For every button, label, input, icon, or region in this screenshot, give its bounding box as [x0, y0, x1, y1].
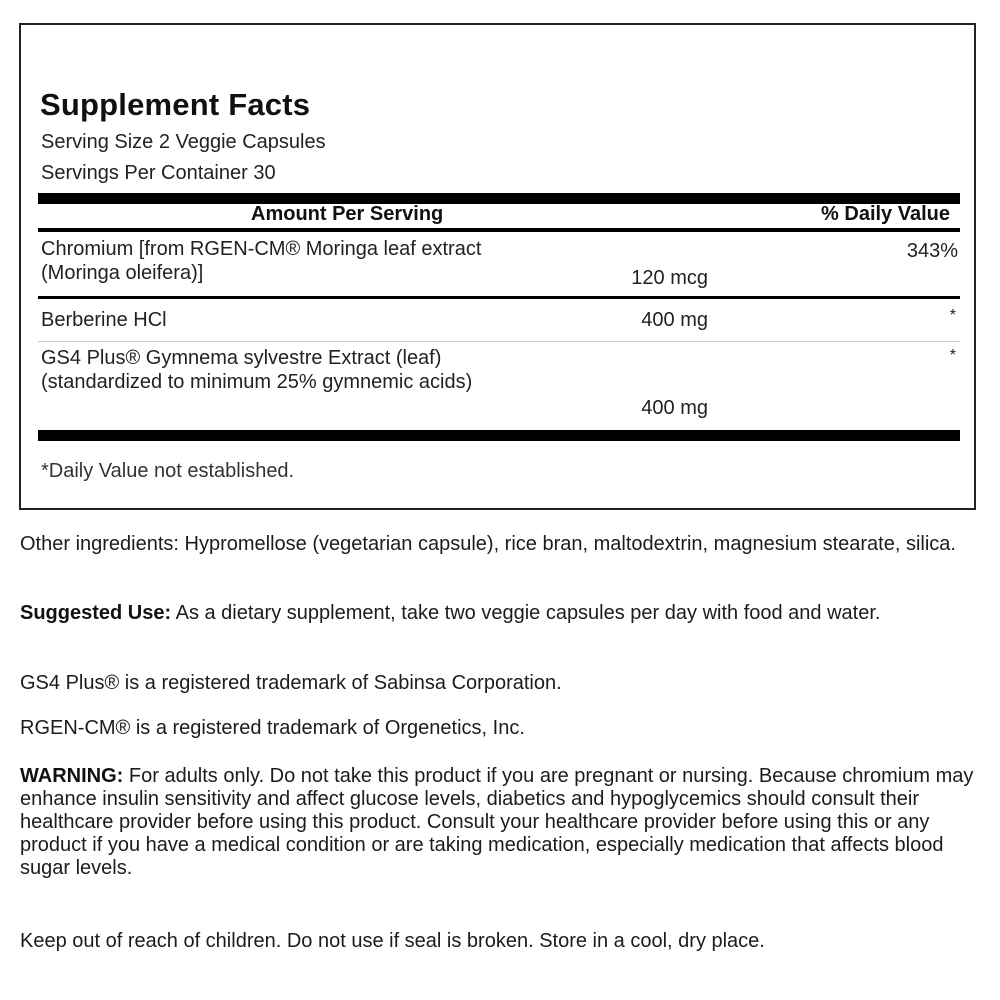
warning-label: WARNING:: [20, 765, 124, 787]
ingredient-name-line2: (Moringa oleifera)]: [41, 262, 204, 284]
suggested-use: [20, 602, 960, 625]
suggested-use-text: As a dietary supplement, take two veggie capsules per day with food and water.: [171, 602, 881, 624]
header-divider: [38, 228, 960, 232]
trademark-rgen: RGEN-CM® is a registered trademark of Orgenetics, Inc.: [20, 717, 525, 739]
other-ingredients: Other ingredients: Hypromellose (vegetarian capsule), rice bran, maltodextrin, magnesium stearate, silica.: [20, 533, 956, 555]
suggested-use-label: Suggested Use:: [20, 602, 172, 624]
header-amount-per-serving: Amount Per Serving: [251, 203, 444, 225]
storage-instructions: Keep out of reach of children. Do not use if seal is broken. Store in a cool, dry place.: [20, 930, 765, 952]
trademark-gs4: GS4 Plus® is a registered trademark of Sabinsa Corporation.: [20, 672, 562, 694]
ingredient-name: Chromium [from RGEN-CM® Moringa leaf extract: [41, 238, 482, 260]
header-daily-value: % Daily Value: [821, 203, 950, 225]
warning: [20, 765, 988, 880]
serving-size: Serving Size 2 Veggie Capsules: [41, 131, 326, 153]
row-divider: [38, 296, 960, 299]
ingredient-amount: 120 mcg: [631, 267, 708, 289]
ingredient-amount: 400 mg: [641, 309, 708, 331]
warning-text: For adults only. Do not take this product if you are pregnant or nursing. Because chromium may enhance insulin sensitivity and affect glucose levels, diabetics and hypoglycemics should consult their healthcare provider before using this product. Consult your healthcare provider before using this or any product if you have a medical condition or are taking medication, especially medication that affects blood sugar levels.: [20, 765, 974, 879]
daily-value-footnote: *Daily Value not established.: [41, 460, 295, 482]
ingredient-amount: 400 mg: [641, 397, 708, 419]
ingredient-daily-value: *: [949, 347, 956, 364]
thick-divider-bottom: [38, 430, 960, 441]
table-header: [38, 203, 960, 229]
supplement-facts-panel: [19, 23, 976, 510]
row-divider-thin: [38, 341, 960, 342]
ingredient-daily-value: 343%: [906, 240, 958, 262]
servings-per-container: Servings Per Container 30: [41, 162, 276, 184]
ingredient-name: GS4 Plus® Gymnema sylvestre Extract (leaf): [41, 347, 442, 369]
facts-title: Supplement Facts: [40, 87, 311, 122]
ingredient-name: Berberine HCl: [41, 309, 167, 331]
ingredient-name-line2: (standardized to minimum 25% gymnemic acids): [41, 371, 473, 393]
ingredient-daily-value: *: [949, 307, 956, 324]
